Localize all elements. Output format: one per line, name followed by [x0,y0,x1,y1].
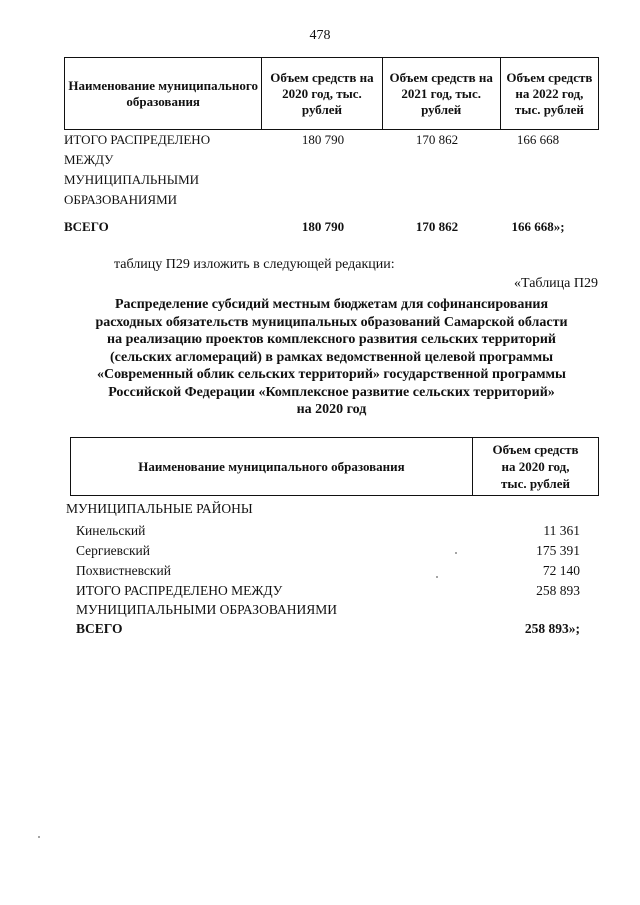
table2-header-2020-text: Объем средств на 2020 год, тыс. рублей [492,442,579,491]
table1-header-2020: Объем средств на 2020 год, тыс. рублей [262,58,382,130]
table2-grand-value: 258 893»; [524,621,580,636]
table2-row-name: Похвистневский [76,563,171,578]
table2-total-label-2: МУНИЦИПАЛЬНЫМИ ОБРАЗОВАНИЯМИ [76,602,337,617]
title-line-1: Распределение субсидий местным бюджетам для софинансирования [114,297,549,312]
table1-grand-label: ВСЕГО [64,219,109,234]
table2-row-name: Кинельский [76,523,146,538]
table2-row-value: 175 391 [536,543,580,558]
table1-total-label-3: МУНИЦИПАЛЬНЫМИ [64,172,200,187]
table1-header-name: Наименование муниципального образования [65,58,262,130]
table-title [64,296,599,419]
table2-grand-label: ВСЕГО [76,621,123,636]
table2-row-value: 11 361 [543,523,580,538]
table1-header-2022: Объем средств на 2022 год, тыс. рублей [500,58,598,130]
table2-section-heading: МУНИЦИПАЛЬНЫЕ РАЙОНЫ [66,501,253,516]
table1-header-2021: Объем средств на 2021 год, тыс. рублей [382,58,500,130]
table1-total-2022: 166 668 [516,132,560,147]
title-line-6: Российской Федерации «Комплексное развитие сельских территорий» [108,384,555,400]
title-line-4: (сельских агломераций) в рамках ведомственной целевой программы [109,349,554,365]
table1-total-2020: 180 790 [301,132,345,147]
table1-grand-2021: 170 862 [415,219,459,234]
table2-row-value: 72 140 [542,563,580,578]
scan-speck [455,552,457,554]
table1-header [64,57,599,130]
table2-header [70,437,599,496]
table1-total-label-4: ОБРАЗОВАНИЯМИ [64,192,178,207]
table-reference: «Таблица П29 [514,276,598,291]
page-number: 478 [309,28,331,43]
table1-total-label-1: ИТОГО РАСПРЕДЕЛЕНО [64,132,211,147]
table1-total-label-2: МЕЖДУ [64,152,114,167]
table2-total-value: 258 893 [536,583,580,598]
table2-header-2020 [473,438,599,496]
table1-grand-2022: 166 668»; [511,219,565,234]
table2-header-name: Наименование муниципального образования [71,438,473,496]
scan-speck [436,576,438,578]
title-line-5: «Современный облик сельских территорий» государственной программы [97,367,566,382]
table1-grand-2020: 180 790 [301,219,345,234]
intro-text: таблицу П29 изложить в следующей редакции: [114,257,395,272]
title-line-3: на реализацию проектов комплексного развития сельских территорий [107,332,556,347]
table2-row-name: Сергиевский [76,543,150,558]
table1-total-2021: 170 862 [415,132,459,147]
title-line-2: расходных обязательств муниципальных образований Самарской области [95,314,568,330]
table2-total-label-1: ИТОГО РАСПРЕДЕЛЕНО МЕЖДУ [76,583,283,598]
title-line-7: на 2020 год [296,402,367,417]
scan-speck [38,836,40,838]
